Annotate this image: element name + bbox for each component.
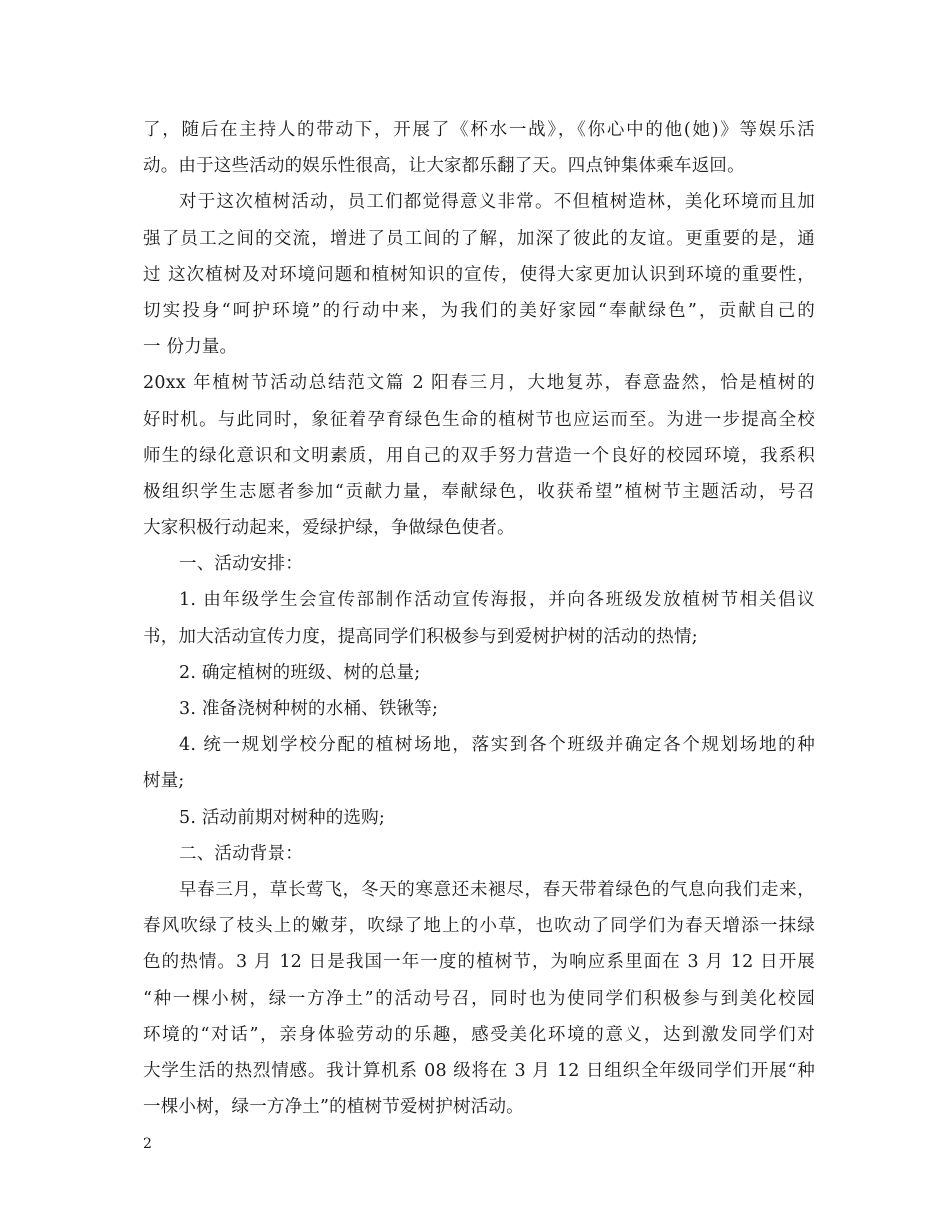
text-line: 早春三月，草长莺飞，冬天的寒意还未褪尽，春天带着绿色的气息向我们走来， <box>179 879 815 900</box>
text-line: 书，加大活动宣传力度，提高同学们积极参与到爱树护树的活动的热情; <box>143 626 698 647</box>
text-line: 了，随后在主持人的带动下，开展了《杯水一战》，《你心中的他(她)》等娱乐活 <box>143 120 815 140</box>
text-line: 环境的“对话”，亲身体验劳动的乐趣，感受美化环境的意义，达到激发同学们对 <box>143 1024 815 1045</box>
text-line: 过 这次植树及对环境问题和植树知识的宣传，使得大家更加认识到环境的重要性， <box>143 264 815 285</box>
text-line: 强了员工之间的交流，增进了员工间的了解，加深了彼此的友谊。更重要的是，通 <box>143 228 815 249</box>
text-line: 4. 统一规划学校分配的植树场地，落实到各个班级并确定各个规划场地的种 <box>179 735 815 756</box>
text-line: 一 份力量。 <box>143 337 238 358</box>
text-line: 大学生活的热烈情感。我计算机系 08 级将在 3 月 12 日组织全年级同学们开展“种 <box>143 1060 815 1081</box>
text-line: 1. 由年级学生会宣传部制作活动宣传海报，并向各班级发放植树节相关倡议 <box>179 590 815 611</box>
text-line: 师生的绿化意识和文明素质，用自己的双手努力营造一个良好的校园环境，我系积 <box>143 445 815 466</box>
page-number: 2 <box>143 1136 152 1152</box>
text-line: 20xx 年植树节活动总结范文篇 2 阳春三月，大地复苏，春意盎然，恰是植树的 <box>143 373 815 394</box>
text-line: 树量; <box>143 771 185 792</box>
text-line: 极组织学生志愿者参加“贡献力量，奉献绿色，收获希望”植树节主题活动，号召 <box>143 481 815 502</box>
text-line: 大家积极行动起来，爱绿护绿，争做绿色使者。 <box>143 518 515 539</box>
text-line: “种一棵小树，绿一方净土”的活动号召，同时也为使同学们积极参与到美化校园 <box>143 988 815 1009</box>
text-line: 2. 确定植树的班级、树的总量; <box>179 662 421 683</box>
text-line: 色的热情。3 月 12 日是我国一年一度的植树节，为响应系里面在 3 月 12 日开展 <box>143 952 815 973</box>
text-line: 动。由于这些活动的娱乐性很高，让大家都乐翻了天。四点钟集体乘车返回。 <box>143 156 745 177</box>
text-line: 二、活动背景： <box>179 843 303 864</box>
text-line: 5. 活动前期对树种的选购; <box>179 807 385 828</box>
text-line: 3. 准备浇树种树的水桶、铁锹等; <box>179 699 439 719</box>
text-line: 切实投身“呵护环境”的行动中来，为我们的美好家园“奉献绿色”，贡献自己的 <box>143 300 815 321</box>
text-line: 对于这次植树活动，员工们都觉得意义非常。不但植树造林，美化环境而且加 <box>179 192 815 213</box>
document-body <box>143 112 815 1125</box>
text-line: 好时机。与此同时，象征着孕育绿色生命的植树节也应运而至。为进一步提高全校 <box>143 409 815 430</box>
text-line: 一、活动安排： <box>179 554 303 575</box>
text-line: 一棵小树，绿一方净土”的植树节爱树护树活动。 <box>143 1097 524 1118</box>
text-line: 春风吹绿了枝头上的嫩芽，吹绿了地上的小草，也吹动了同学们为春天增添一抹绿 <box>143 916 815 937</box>
